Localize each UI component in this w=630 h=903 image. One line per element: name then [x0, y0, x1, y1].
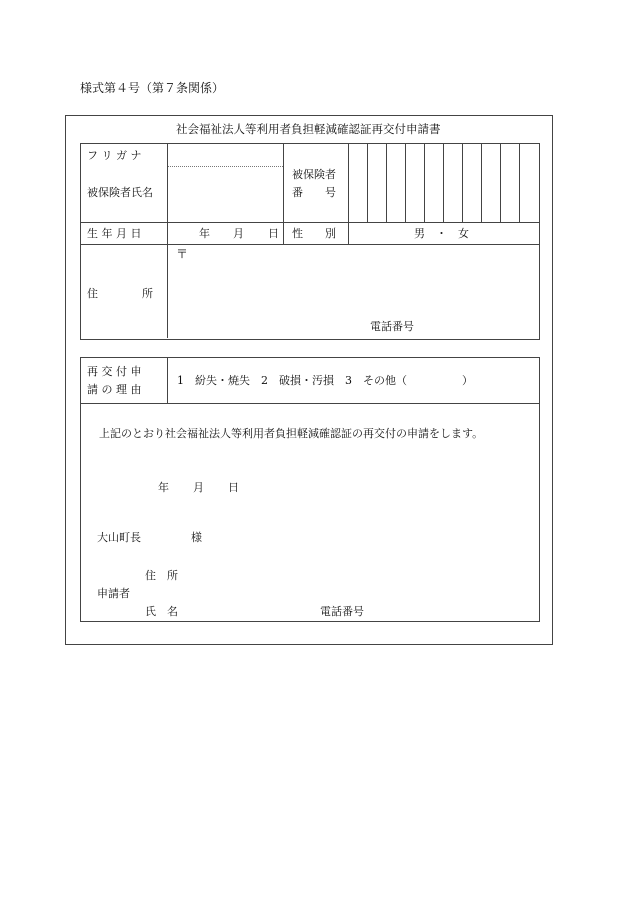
address-label: 住 所 — [87, 287, 153, 300]
reason-label: 再 交 付 申 — [87, 365, 142, 378]
form-title: 社会福祉法人等利用者負担軽減確認証再交付申請書 — [176, 122, 441, 136]
number-cell-line — [405, 144, 406, 222]
table-col-line — [167, 358, 168, 403]
number-cell-line — [481, 144, 482, 222]
birthdate-year: 年 — [199, 227, 210, 240]
table-row-line — [81, 244, 539, 245]
furigana-label: フ リ ガ ナ — [87, 149, 142, 162]
reason-options: 1 紛失・焼失 2 破損・汚損 3 その他（ ） — [177, 374, 473, 387]
applicant-label: 申請者 — [97, 587, 130, 600]
number-cell-line — [462, 144, 463, 222]
table-row-line — [81, 222, 539, 223]
table-row-line — [81, 403, 539, 404]
table-col-line — [167, 144, 168, 338]
postal-mark: 〒 — [176, 247, 189, 261]
applicant-name-label: 氏 名 — [145, 605, 178, 618]
furigana-divider — [168, 166, 283, 167]
date-year: 年 — [158, 481, 169, 494]
birthdate-month: 月 — [233, 227, 244, 240]
table-col-line — [348, 144, 349, 244]
insured-number-label-2: 番 号 — [292, 186, 336, 199]
table-col-line — [283, 144, 284, 244]
birthdate-label: 生 年 月 日 — [87, 227, 142, 240]
number-cell-line — [500, 144, 501, 222]
insured-number-label: 被保険者 — [292, 168, 336, 181]
phone-label: 電話番号 — [370, 320, 414, 333]
addressee-name: 大山町長 — [97, 531, 141, 544]
birthdate-day: 日 — [268, 227, 279, 240]
form-number: 様式第４号（第７条関係） — [80, 81, 225, 95]
sex-options: 男 ・ 女 — [414, 227, 469, 240]
number-cell-line — [367, 144, 368, 222]
reason-label-2: 請 の 理 由 — [87, 383, 142, 396]
number-cell-line — [424, 144, 425, 222]
number-cell-line — [386, 144, 387, 222]
date-day: 日 — [228, 481, 239, 494]
applicant-address-label: 住 所 — [145, 569, 178, 582]
declaration-text: 上記のとおり社会福祉法人等利用者負担軽減確認証の再交付の申請をします。 — [99, 427, 484, 440]
insured-name-label: 被保険者氏名 — [87, 186, 153, 199]
date-month: 月 — [193, 481, 204, 494]
addressee-honorific: 様 — [191, 531, 202, 544]
number-cell-line — [519, 144, 520, 222]
applicant-phone-label: 電話番号 — [320, 605, 364, 618]
sex-label: 性 別 — [292, 227, 336, 240]
reason-table — [80, 357, 540, 622]
number-cell-line — [443, 144, 444, 222]
